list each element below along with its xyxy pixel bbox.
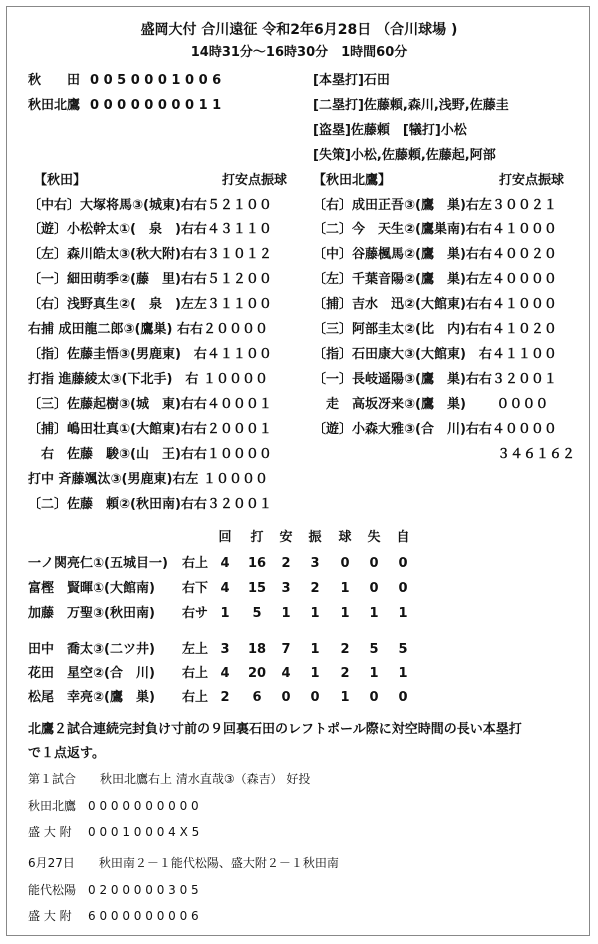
home-batter-row: 〔左〕森川皓太③(秋大附)右右３１０１２ bbox=[28, 247, 272, 262]
pitcher-stat: 2 bbox=[340, 642, 350, 657]
away-batter-row: 〔右〕成田正吾③(鷹 巣)右左３００２１ bbox=[313, 198, 557, 213]
pitcher-stat: 20 bbox=[247, 666, 267, 681]
pitcher-stat: 16 bbox=[247, 556, 267, 571]
pitching-col-innings: 回 bbox=[218, 530, 232, 545]
pitcher-stat: 0 bbox=[369, 690, 379, 705]
pitching-col-hits: 安 bbox=[279, 530, 293, 545]
linescore-score-1: 0 0 5 0 0 0 1 0 0 6 bbox=[90, 73, 222, 88]
pitcher-hand: 右下 bbox=[182, 581, 209, 596]
pitcher-stat: 5 bbox=[369, 642, 379, 657]
game1-team-1: 秋田北鷹 bbox=[28, 799, 77, 813]
home-batter-row: 右 佐藤 駿③(山 王)右右１００００ bbox=[28, 447, 272, 462]
pitcher-stat: 0 bbox=[398, 556, 408, 571]
pitcher-stat: 1 bbox=[340, 581, 350, 596]
pitcher-stat: 6 bbox=[252, 690, 262, 705]
pitcher-hand: 左上 bbox=[182, 642, 209, 657]
pitcher-stat: 2 bbox=[340, 666, 350, 681]
pitcher-hand: 右サ bbox=[182, 606, 209, 621]
away-batter-row: 〔二〕今 天生②(鷹巣南)右右４１０００ bbox=[313, 222, 557, 237]
game1-score-2: 0 0 0 1 0 0 0 4 X 5 bbox=[88, 825, 200, 839]
home-batter-row: 〔指〕佐藤圭悟③(男鹿東) 右４１１００ bbox=[28, 347, 272, 362]
note-steal-sac: [盗塁]佐藤頼 [犠打]小松 bbox=[313, 123, 467, 138]
pitcher-stat: 0 bbox=[369, 581, 379, 596]
home-batter-row: 〔三〕佐藤起樹③(城 東)右右４０００１ bbox=[28, 397, 272, 412]
pitcher-stat: 2 bbox=[220, 690, 230, 705]
home-batter-row: 〔中右〕大塚将馬③(城東)右右５２１００ bbox=[28, 198, 272, 213]
game1-score-1: 0 0 0 0 0 0 0 0 0 0 bbox=[88, 799, 199, 813]
pitcher-stat: 2 bbox=[310, 581, 320, 596]
away-batter-row: 〔一〕長岐遥陽③(鷹 巣)右右３２００１ bbox=[313, 372, 557, 387]
pitcher-stat: 1 bbox=[398, 666, 408, 681]
page-title: 盛岡大付 合川遠征 令和2年6月28日 （合川球場 ) bbox=[140, 22, 458, 38]
pitcher-stat: 3 bbox=[281, 581, 291, 596]
pitcher-stat: 0 bbox=[369, 556, 379, 571]
pitcher-stat: 0 bbox=[281, 690, 291, 705]
note-double: [二塁打]佐藤頼,森川,浅野,佐藤圭 bbox=[313, 98, 509, 113]
pitcher-stat: 1 bbox=[310, 642, 320, 657]
pitcher-stat: 7 bbox=[281, 642, 291, 657]
home-batter-row: 〔捕〕嶋田壮真①(大館東)右右２０００１ bbox=[28, 422, 272, 437]
pitcher-stat: 4 bbox=[220, 666, 230, 681]
pitcher-name: 加藤 万聖③(秋田南) bbox=[28, 606, 155, 621]
game-time: 14時31分～16時30分 1時間60分 bbox=[190, 45, 408, 60]
home-batter-row: 右捕 成田龍二郎③(鷹巣) 右右２００００ bbox=[28, 322, 268, 337]
day27-score-1: 0 2 0 0 0 0 0 3 0 5 bbox=[88, 883, 199, 897]
pitcher-hand: 右上 bbox=[182, 690, 209, 705]
home-batter-row: 〔右〕浅野真生②( 泉 )左左３１１００ bbox=[28, 297, 272, 312]
linescore-score-2: 0 0 0 0 0 0 0 0 1 1 bbox=[90, 98, 222, 113]
day27-team-1: 能代松陽 bbox=[28, 883, 77, 897]
pitcher-stat: 5 bbox=[252, 606, 262, 621]
pitcher-stat: 3 bbox=[310, 556, 320, 571]
home-batter-row: 打指 進藤綾太③(下北手) 右 １００００ bbox=[28, 372, 268, 387]
pitching-col-batters: 打 bbox=[250, 530, 264, 545]
home-batter-row: 打中 斉藤颯汰③(男鹿東)右左 １００００ bbox=[28, 472, 268, 487]
away-batter-row: 〔遊〕小森大雅③(合 川)右右４００００ bbox=[313, 422, 557, 437]
game1-team-2: 盛 大 附 bbox=[28, 825, 72, 839]
away-batter-row: 〔左〕千葉音陽②(鷹 巣)右左４００００ bbox=[313, 272, 557, 287]
home-columns-label: 打安点振球 bbox=[222, 173, 288, 188]
pitcher-stat: 18 bbox=[247, 642, 267, 657]
pitcher-name: 花田 星空②(合 川) bbox=[28, 666, 155, 681]
linescore-team-2: 秋田北鷹 bbox=[28, 98, 81, 113]
pitcher-name: 富樫 賢暉①(大館南) bbox=[28, 581, 155, 596]
pitcher-stat: 1 bbox=[310, 606, 320, 621]
pitching-col-runs: 失 bbox=[367, 530, 381, 545]
home-batter-row: 〔遊〕小松幹太①( 泉 )右右４３１１０ bbox=[28, 222, 272, 237]
note-homerun: [本塁打]石田 bbox=[313, 73, 390, 88]
pitcher-stat: 1 bbox=[369, 666, 379, 681]
away-batter-row: 〔三〕阿部圭太②(比 内)右右４１０２０ bbox=[313, 322, 557, 337]
home-batter-row: 〔二〕佐藤 頼②(秋田南)右右３２００１ bbox=[28, 497, 272, 512]
home-team-label: 【秋田】 bbox=[34, 173, 87, 188]
game1-title: 第１試合 秋田北鷹右上 清水直哉③（森吉） 好投 bbox=[28, 772, 311, 786]
pitcher-hand: 右上 bbox=[182, 556, 209, 571]
pitcher-stat: 1 bbox=[310, 666, 320, 681]
pitcher-stat: 0 bbox=[398, 690, 408, 705]
pitcher-name: 松尾 幸亮②(鷹 巣) bbox=[28, 690, 155, 705]
pitcher-stat: 0 bbox=[398, 581, 408, 596]
pitching-col-strikeouts: 振 bbox=[308, 530, 322, 545]
pitcher-stat: 1 bbox=[340, 690, 350, 705]
away-batter-row: 〔捕〕吉水 迅②(大館東)右右４１０００ bbox=[313, 297, 557, 312]
document-frame bbox=[6, 6, 590, 936]
linescore-team-1: 秋 田 bbox=[28, 73, 81, 88]
pitcher-stat: 0 bbox=[340, 556, 350, 571]
away-batter-row: 〔中〕谷藤楓馬②(鷹 巣)右右４００２０ bbox=[313, 247, 557, 262]
pitcher-stat: 5 bbox=[398, 642, 408, 657]
away-batter-row: 走 高坂冴来③(鷹 巣) ００００ bbox=[313, 397, 549, 412]
home-batter-row: 〔一〕細田萌季②(藤 里)右右５１２００ bbox=[28, 272, 272, 287]
pitcher-stat: 1 bbox=[281, 606, 291, 621]
away-batting-total: ３４６１６２ bbox=[497, 447, 576, 462]
pitcher-hand: 右上 bbox=[182, 666, 209, 681]
away-columns-label: 打安点振球 bbox=[499, 173, 565, 188]
pitcher-stat: 1 bbox=[398, 606, 408, 621]
pitcher-stat: 0 bbox=[310, 690, 320, 705]
pitcher-stat: 1 bbox=[369, 606, 379, 621]
pitcher-stat: 4 bbox=[220, 556, 230, 571]
away-team-label: 【秋田北鷹】 bbox=[313, 173, 392, 188]
day27-score-2: 6 0 0 0 0 0 0 0 0 6 bbox=[88, 909, 199, 923]
note-errors: [失策]小松,佐藤頼,佐藤起,阿部 bbox=[313, 148, 496, 163]
away-batter-row: 〔指〕石田康大③(大館東) 右４１１００ bbox=[313, 347, 557, 362]
day27-title: 6月27日 秋田南２－１能代松陽、盛大附２－１秋田南 bbox=[28, 856, 339, 870]
pitcher-stat: 1 bbox=[340, 606, 350, 621]
pitcher-stat: 1 bbox=[220, 606, 230, 621]
pitcher-stat: 4 bbox=[281, 666, 291, 681]
summary-line-2: で１点返す。 bbox=[28, 746, 105, 761]
pitcher-name: 一ノ関亮仁①(五城目一) bbox=[28, 556, 168, 571]
day27-team-2: 盛 大 附 bbox=[28, 909, 72, 923]
pitching-col-earned: 自 bbox=[396, 530, 410, 545]
pitcher-stat: 15 bbox=[247, 581, 267, 596]
pitcher-name: 田中 喬太③(二ツ井) bbox=[28, 642, 155, 657]
pitcher-stat: 3 bbox=[220, 642, 230, 657]
summary-line-1: 北鷹２試合連続完封負け寸前の９回裏石田のレフトポール際に対空時間の長い本塁打 bbox=[28, 722, 522, 737]
pitcher-stat: 4 bbox=[220, 581, 230, 596]
pitching-col-walks: 球 bbox=[338, 530, 352, 545]
pitcher-stat: 2 bbox=[281, 556, 291, 571]
